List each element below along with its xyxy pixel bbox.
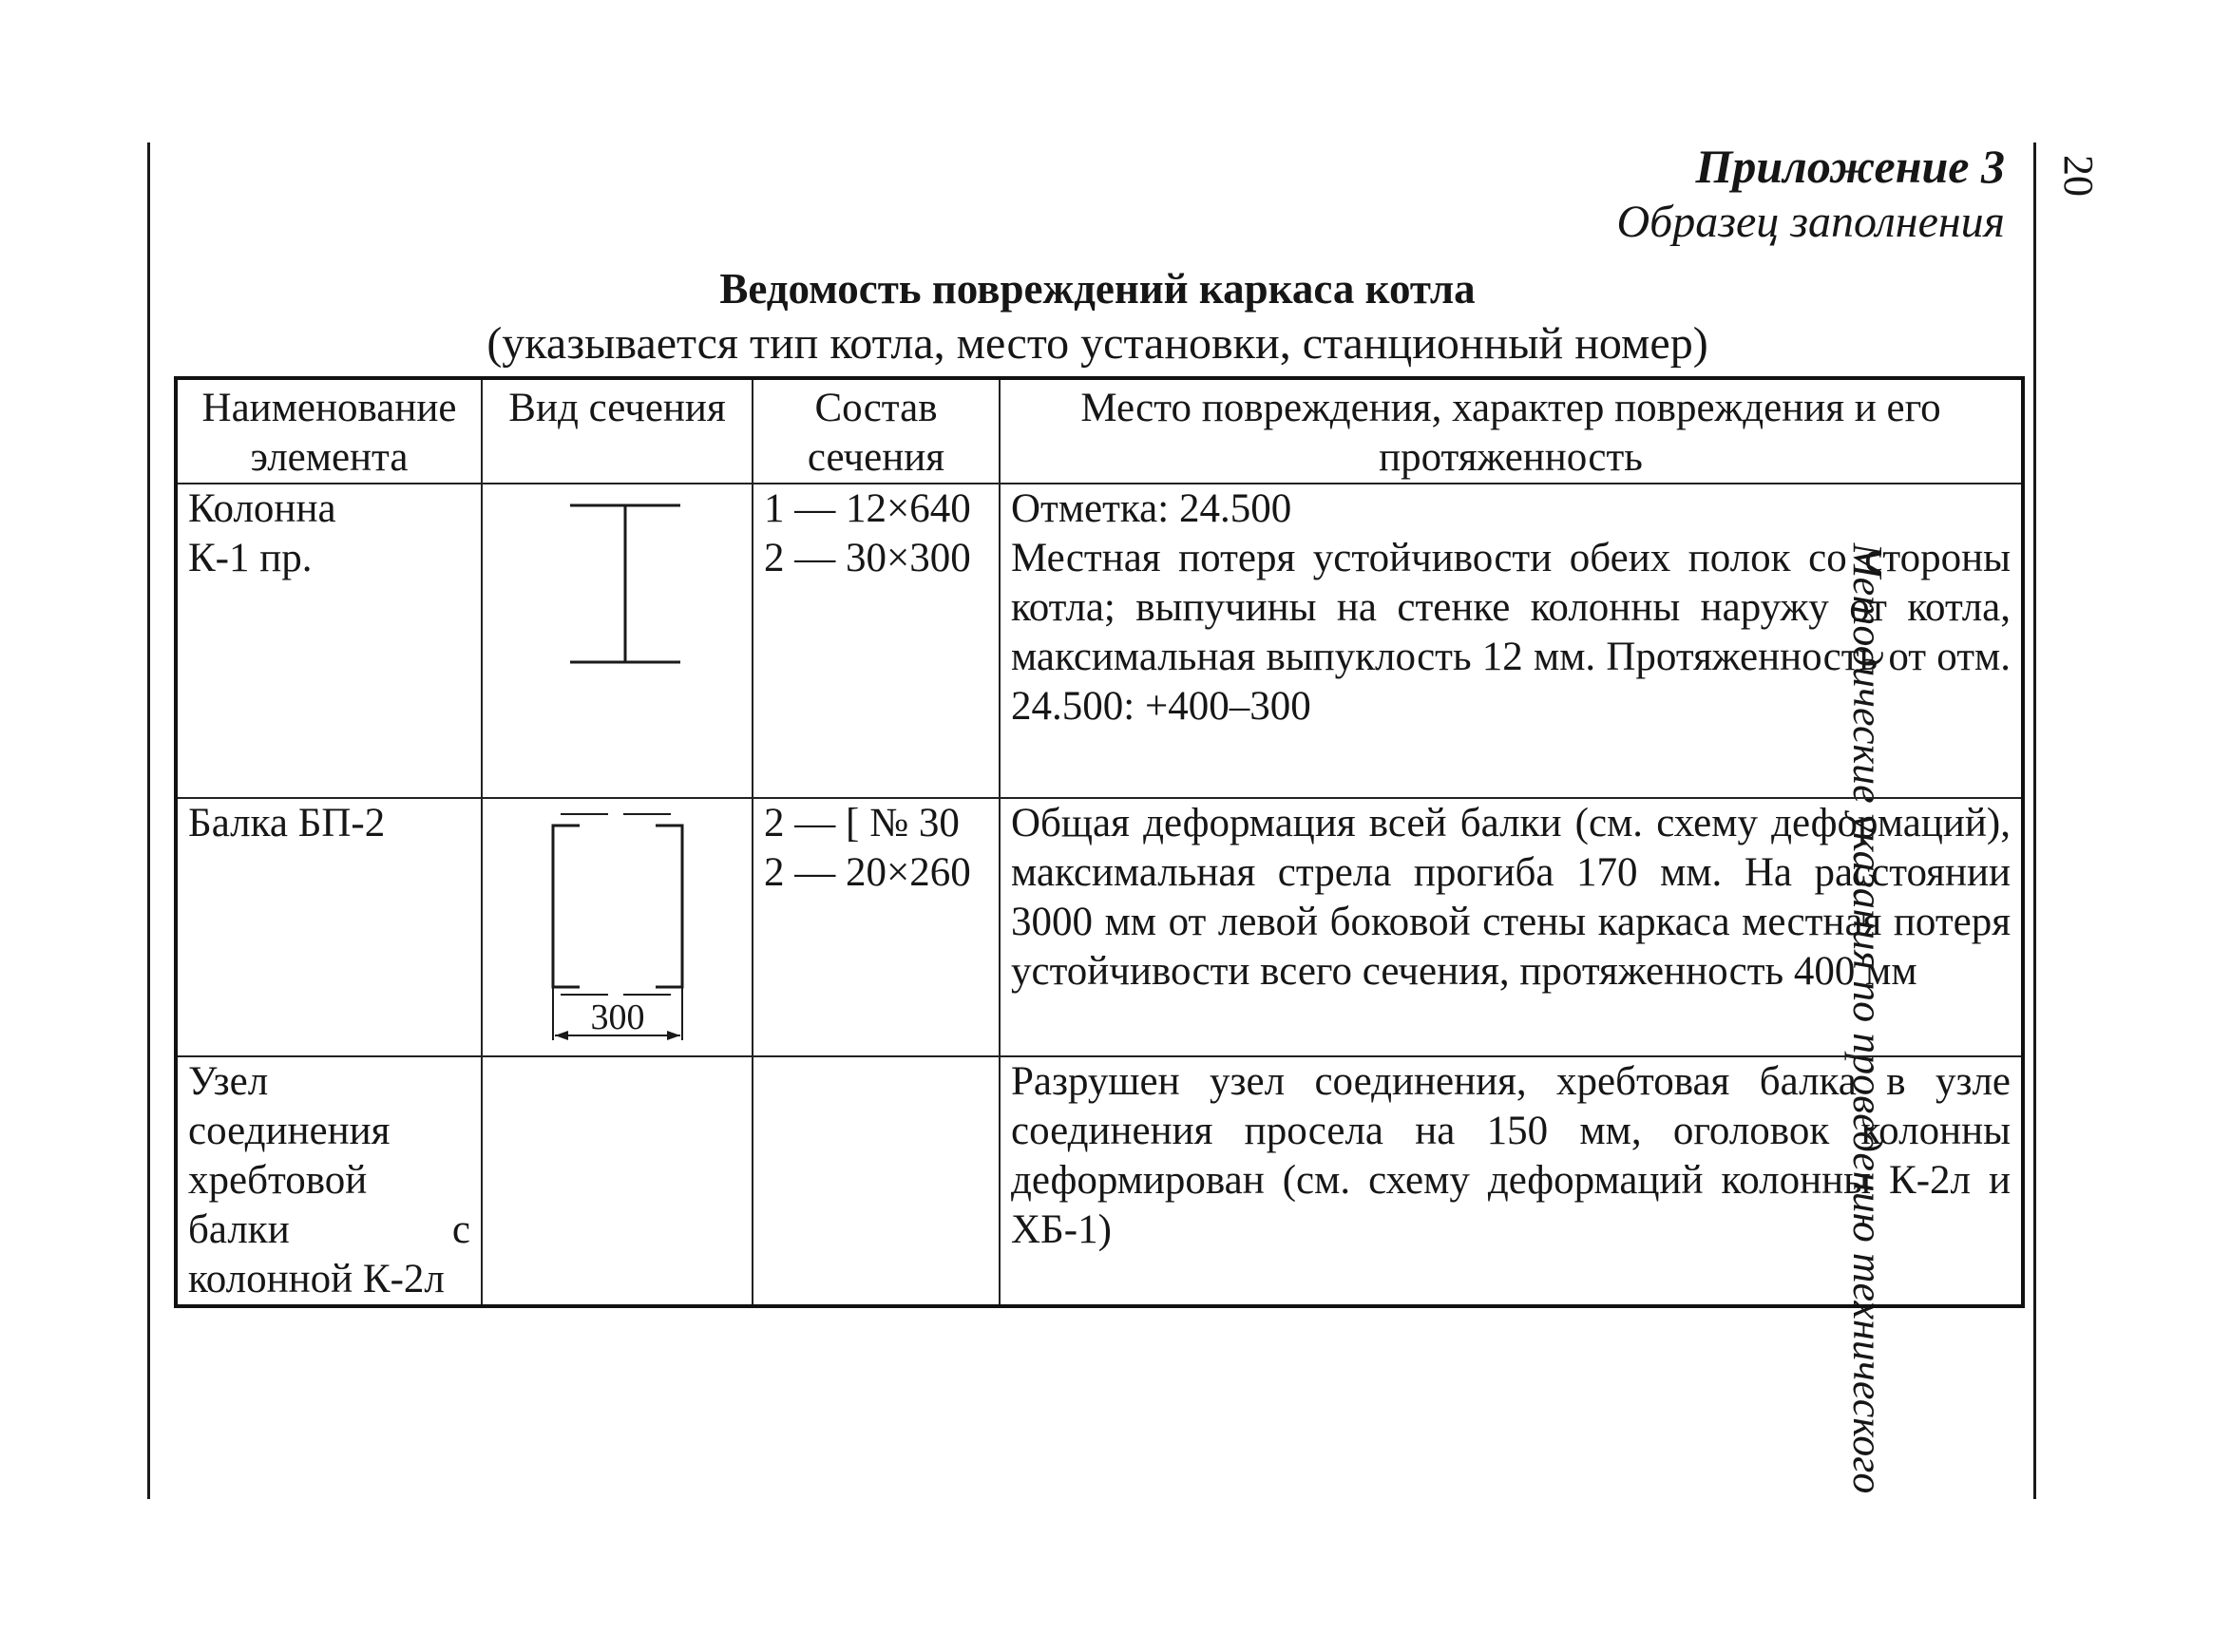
composition-line: 2 — 30×300: [764, 536, 971, 580]
damage-mark: Отметка: 24.500: [1011, 486, 1292, 531]
section-dimension: 300: [590, 997, 644, 1037]
damage-table: [174, 376, 2025, 1308]
element-name-cell: Узел соединения хребтовой балки с колонной К-2л: [176, 1056, 482, 1306]
header-cell: Место повреждения, характер повреждения и его протяженность: [1000, 378, 2023, 484]
left-margin-rule: [147, 142, 150, 1499]
document-title: Ведомость повреждений каркаса котла: [719, 265, 1476, 313]
document-subtitle: (указывается тип котла, место установки, станционный номер): [486, 318, 1708, 369]
running-side-title: Методические указания по проведению технического: [1844, 542, 1892, 1494]
element-name-cell: [176, 484, 482, 798]
box-beam-section-icon: [523, 805, 713, 1052]
page-number: 20: [2055, 155, 2103, 197]
section-view-cell: [482, 798, 753, 1056]
element-name-cell: Балка БП-2: [176, 798, 482, 1056]
right-margin-rule: [2033, 142, 2036, 1499]
composition-cell: [753, 1056, 1000, 1306]
composition-line: 2 — [ № 30: [764, 801, 960, 845]
damage-description-cell: [1000, 798, 2023, 1056]
composition-line: 2 — 20×260: [764, 850, 971, 895]
table-row: [176, 1056, 2023, 1306]
table-row: [176, 484, 2023, 798]
table-row: [176, 798, 2023, 1056]
section-view-cell: [482, 1056, 753, 1306]
damage-description-cell: [1000, 484, 2023, 798]
damage-text: Местная потеря устойчивости обеих полок со стороны котла; выпучины на стенке колонны наружу от котла, максимальная выпуклость 12 мм. Протяженность от отм. 24.500: +400–300: [1011, 536, 2011, 729]
header-cell: Состав сечения: [753, 378, 1000, 484]
section-view-cell: [482, 484, 753, 798]
damage-description-cell: [1000, 1056, 2023, 1306]
composition-cell: [753, 484, 1000, 798]
sample-label: Образец заполнения: [1616, 197, 2005, 247]
composition-line: 1 — 12×640: [764, 486, 971, 531]
damage-text: Общая деформация всей балки (см. схему деформаций), максимальная стрела прогиба 170 мм. На расстоянии 3000 мм от левой боковой стены каркаса местная потеря устойчивости всего сечения, протяженность 400 мм: [1011, 801, 2011, 994]
damage-text: Разрушен узел соединения, хребтовая балка в узле соединения просела на 150 мм, оголовок колонны деформирован (см. схему деформаций колонны К-2л и ХБ-1): [1011, 1059, 2011, 1252]
header-cell: Наименование элемента: [176, 378, 482, 484]
header-cell: Вид сечения: [482, 378, 753, 484]
appendix-label: Приложение 3: [1695, 140, 2005, 193]
composition-cell: [753, 798, 1000, 1056]
element-name: Колонна К-1 пр.: [188, 486, 336, 580]
table-header-row: [176, 378, 2023, 484]
i-beam-section-icon: [551, 496, 684, 676]
